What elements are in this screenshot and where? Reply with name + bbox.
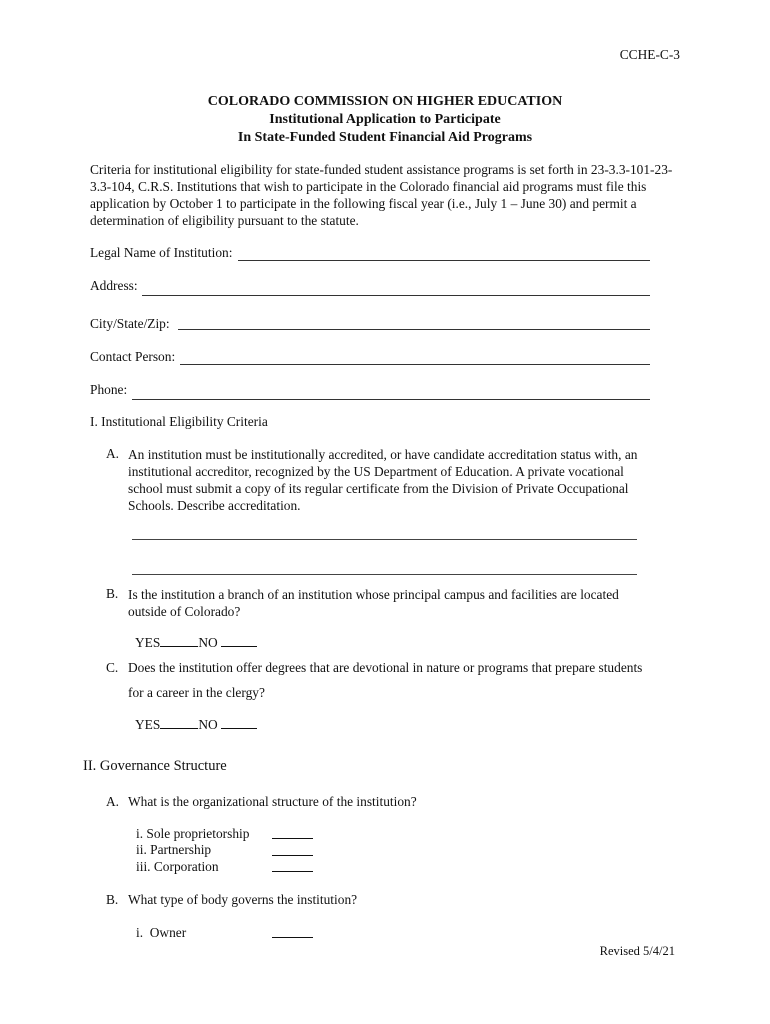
branch-yes-blank[interactable] [160, 635, 198, 647]
yes-label: YES [135, 717, 161, 732]
form-id: CCHE-C-3 [619, 47, 680, 62]
option-partnership: ii. Partnership [136, 842, 212, 857]
owner-blank[interactable] [272, 937, 313, 938]
section-1-heading: I. Institutional Eligibility Criteria [90, 414, 268, 429]
clergy-yes-no-row [135, 717, 257, 733]
section-1-question-a-text: An institution must be institutionally accredited, or have candidate accreditation status with, an institutional accreditor, recognized by the US Department of Education. A private vocational school must submit a copy of its regular certificate from the Division of Private Occupational Schools. Describe accreditation. [128, 447, 638, 513]
section-1-question-c-line-2: for a career in the clergy? [128, 685, 265, 700]
title-line-1: COLORADO COMMISSION ON HIGHER EDUCATION [207, 94, 563, 109]
sole-proprietorship-blank[interactable] [272, 838, 313, 839]
no-label: NO [198, 635, 218, 650]
option-corporation: iii. Corporation [136, 859, 219, 874]
revision-date: Revised 5/4/21 [599, 944, 675, 958]
section-1-question-c-letter: C. [106, 660, 119, 675]
contact-person-label: Contact Person: [90, 349, 176, 364]
title-line-2: Institutional Application to Participate [269, 112, 501, 127]
option-owner: i. Owner [136, 925, 187, 940]
branch-yes-no-row [135, 635, 257, 651]
phone-label: Phone: [90, 382, 128, 397]
corporation-blank[interactable] [272, 871, 313, 872]
no-label: NO [198, 717, 218, 732]
section-2-question-b-letter: B. [106, 892, 119, 907]
accreditation-answer-line-2[interactable] [132, 574, 637, 575]
address-label: Address: [90, 278, 138, 293]
section-1-question-c-line-1: Does the institution offer degrees that are devotional in nature or programs that prepare students [128, 660, 643, 675]
section-1-question-b-text: Is the institution a branch of an institution whose principal campus and facilities are located outside of Colorado? [128, 587, 619, 619]
accreditation-answer-line-1[interactable] [132, 539, 637, 540]
section-1-question-a-letter: A. [106, 446, 120, 461]
address-field[interactable] [142, 295, 650, 296]
legal-name-field[interactable] [238, 260, 650, 261]
section-2-question-b-text: What type of body governs the institution? [128, 892, 358, 907]
section-2-question-a-text: What is the organizational structure of the institution? [128, 794, 417, 809]
phone-field[interactable] [132, 399, 650, 400]
city-state-zip-field[interactable] [178, 329, 650, 330]
intro-paragraph: Criteria for institutional eligibility for state-funded student assistance programs is set forth in 23-3.3-101-23-3.3-104, C.R.S. Institutions that wish to participate in the Colorado financial aid programs must file this application by October 1 to participate in the following fiscal year (i.e., July 1 – June 30) and permit a determination of eligibility pursuant to the statute. [90, 162, 673, 228]
clergy-yes-blank[interactable] [160, 717, 198, 729]
section-2-heading: II. Governance Structure [83, 758, 227, 774]
clergy-no-blank[interactable] [221, 717, 257, 729]
section-2-question-a-letter: A. [106, 794, 120, 809]
city-state-zip-label: City/State/Zip: [90, 316, 170, 331]
title-line-3: In State-Funded Student Financial Aid Programs [237, 130, 533, 145]
legal-name-label: Legal Name of Institution: [90, 245, 233, 260]
section-1-question-b-letter: B. [106, 586, 119, 601]
contact-person-field[interactable] [180, 364, 650, 365]
yes-label: YES [135, 635, 161, 650]
branch-no-blank[interactable] [221, 635, 257, 647]
partnership-blank[interactable] [272, 855, 313, 856]
option-sole-proprietorship: i. Sole proprietorship [136, 826, 250, 841]
